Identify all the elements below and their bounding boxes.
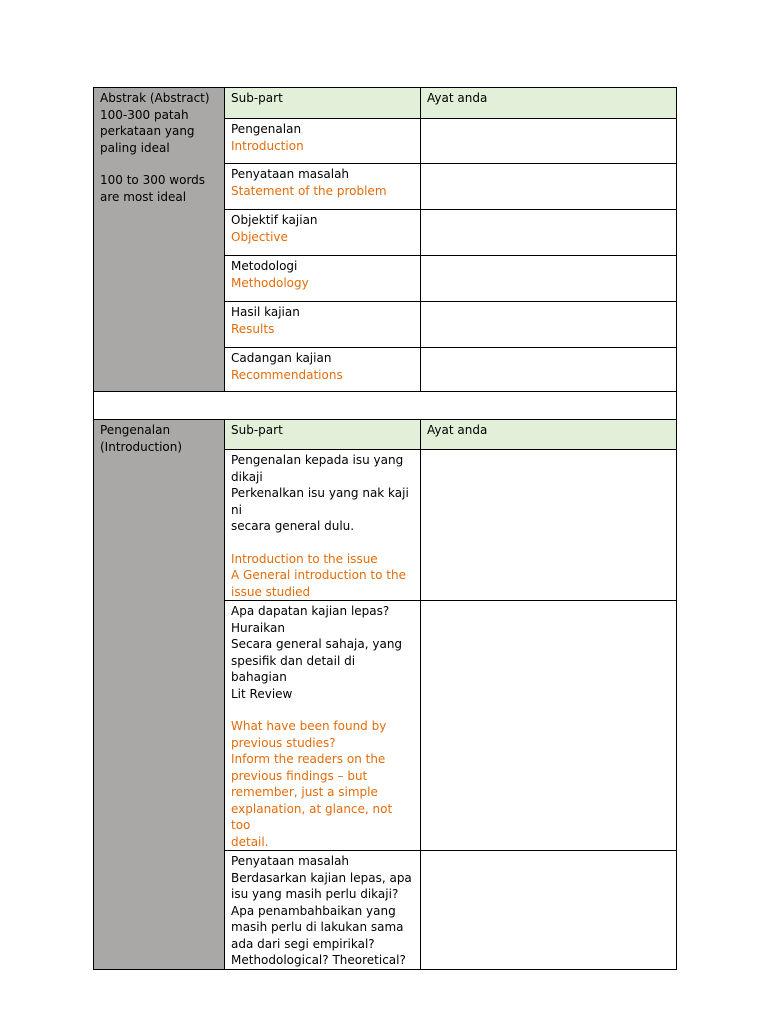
subpart-malay: Objektif kajian: [231, 213, 318, 227]
subpart-cell: [225, 256, 421, 302]
subpart-english: Objective: [231, 229, 288, 244]
side-text: 100 to 300 words: [100, 173, 206, 187]
side-text: Abstrak (Abstract): [100, 91, 210, 105]
subpart-english: Results: [231, 321, 275, 336]
answer-cell[interactable]: [421, 450, 677, 601]
answer-cell[interactable]: [421, 302, 677, 348]
subpart-english: Statement of the problem: [231, 183, 387, 198]
subpart-english: issue studied: [231, 584, 311, 599]
subpart-malay: Secara general sahaja, yang: [231, 637, 403, 651]
answer-cell[interactable]: [421, 119, 677, 164]
subpart-malay: Huraikan: [231, 620, 285, 635]
subpart-english: remember, just a simple: [231, 785, 378, 799]
answer-header: Ayat anda: [421, 420, 677, 450]
subpart-malay: Apa penambahbaikan yang: [231, 903, 396, 918]
subpart-english: Introduction: [231, 138, 304, 153]
side-text: paling ideal: [100, 140, 170, 155]
subpart-english: previous findings – but: [231, 768, 368, 783]
subpart-english: detail.: [231, 834, 269, 849]
subpart-malay: spesifik dan detail di bahagian: [231, 653, 356, 684]
subpart-malay: dikaji: [231, 469, 263, 484]
abstract-side-cell: [94, 88, 225, 392]
subpart-english: Methodology: [231, 275, 309, 290]
subpart-cell: [225, 348, 421, 392]
answer-header: Ayat anda: [421, 88, 677, 119]
side-text: are most ideal: [100, 189, 187, 204]
subpart-english: What have been found by: [231, 719, 387, 733]
subpart-english: Inform the readers on the: [231, 752, 386, 766]
subpart-english: Introduction to the issue: [231, 551, 378, 566]
subpart-malay: Berdasarkan kajian lepas, apa: [231, 870, 412, 885]
subpart-header: Sub-part: [225, 420, 421, 450]
subpart-cell: [225, 851, 421, 970]
side-text: (Introduction): [100, 439, 183, 454]
subpart-malay: Penyataan masalah: [231, 854, 350, 868]
subpart-english: explanation, at glance, not too: [231, 801, 393, 832]
answer-cell[interactable]: [421, 164, 677, 210]
answer-cell[interactable]: [421, 851, 677, 970]
subpart-malay: Hasil kajian: [231, 305, 300, 319]
introduction-table: [93, 419, 677, 970]
answer-cell[interactable]: [421, 256, 677, 302]
subpart-malay: Lit Review: [231, 686, 293, 701]
subpart-malay: ada dari segi empirikal?: [231, 936, 375, 951]
subpart-malay: Pengenalan kepada isu yang: [231, 453, 404, 467]
subpart-cell: [225, 601, 421, 851]
subpart-malay: Cadangan kajian: [231, 351, 332, 365]
subpart-malay: Pengenalan: [231, 122, 302, 136]
introduction-side-cell: [94, 420, 225, 970]
subpart-cell: [225, 164, 421, 210]
subpart-malay: Methodological? Theoretical?: [231, 953, 406, 967]
abstract-table: [93, 87, 677, 422]
side-text: perkataan yang: [100, 124, 195, 138]
subpart-cell: [225, 450, 421, 601]
subpart-english: Recommendations: [231, 367, 343, 382]
subpart-malay: secara general dulu.: [231, 519, 355, 533]
answer-cell[interactable]: [421, 210, 677, 256]
subpart-malay: isu yang masih perlu dikaji?: [231, 887, 399, 901]
subpart-malay: Perkenalkan isu yang nak kaji ni: [231, 486, 409, 517]
side-text: 100-300 patah: [100, 107, 189, 122]
subpart-header: Sub-part: [225, 88, 421, 119]
spacer-row: [94, 392, 677, 422]
subpart-english: A General introduction to the: [231, 568, 406, 582]
subpart-malay: Penyataan masalah: [231, 167, 350, 181]
subpart-malay: Metodologi: [231, 259, 298, 273]
answer-cell[interactable]: [421, 348, 677, 392]
subpart-malay: Apa dapatan kajian lepas?: [231, 604, 390, 618]
subpart-english: previous studies?: [231, 735, 336, 750]
subpart-cell: [225, 302, 421, 348]
subpart-cell: [225, 119, 421, 164]
subpart-cell: [225, 210, 421, 256]
side-text: Pengenalan: [100, 423, 171, 437]
answer-cell[interactable]: [421, 601, 677, 851]
subpart-malay: masih perlu di lakukan sama: [231, 920, 404, 934]
